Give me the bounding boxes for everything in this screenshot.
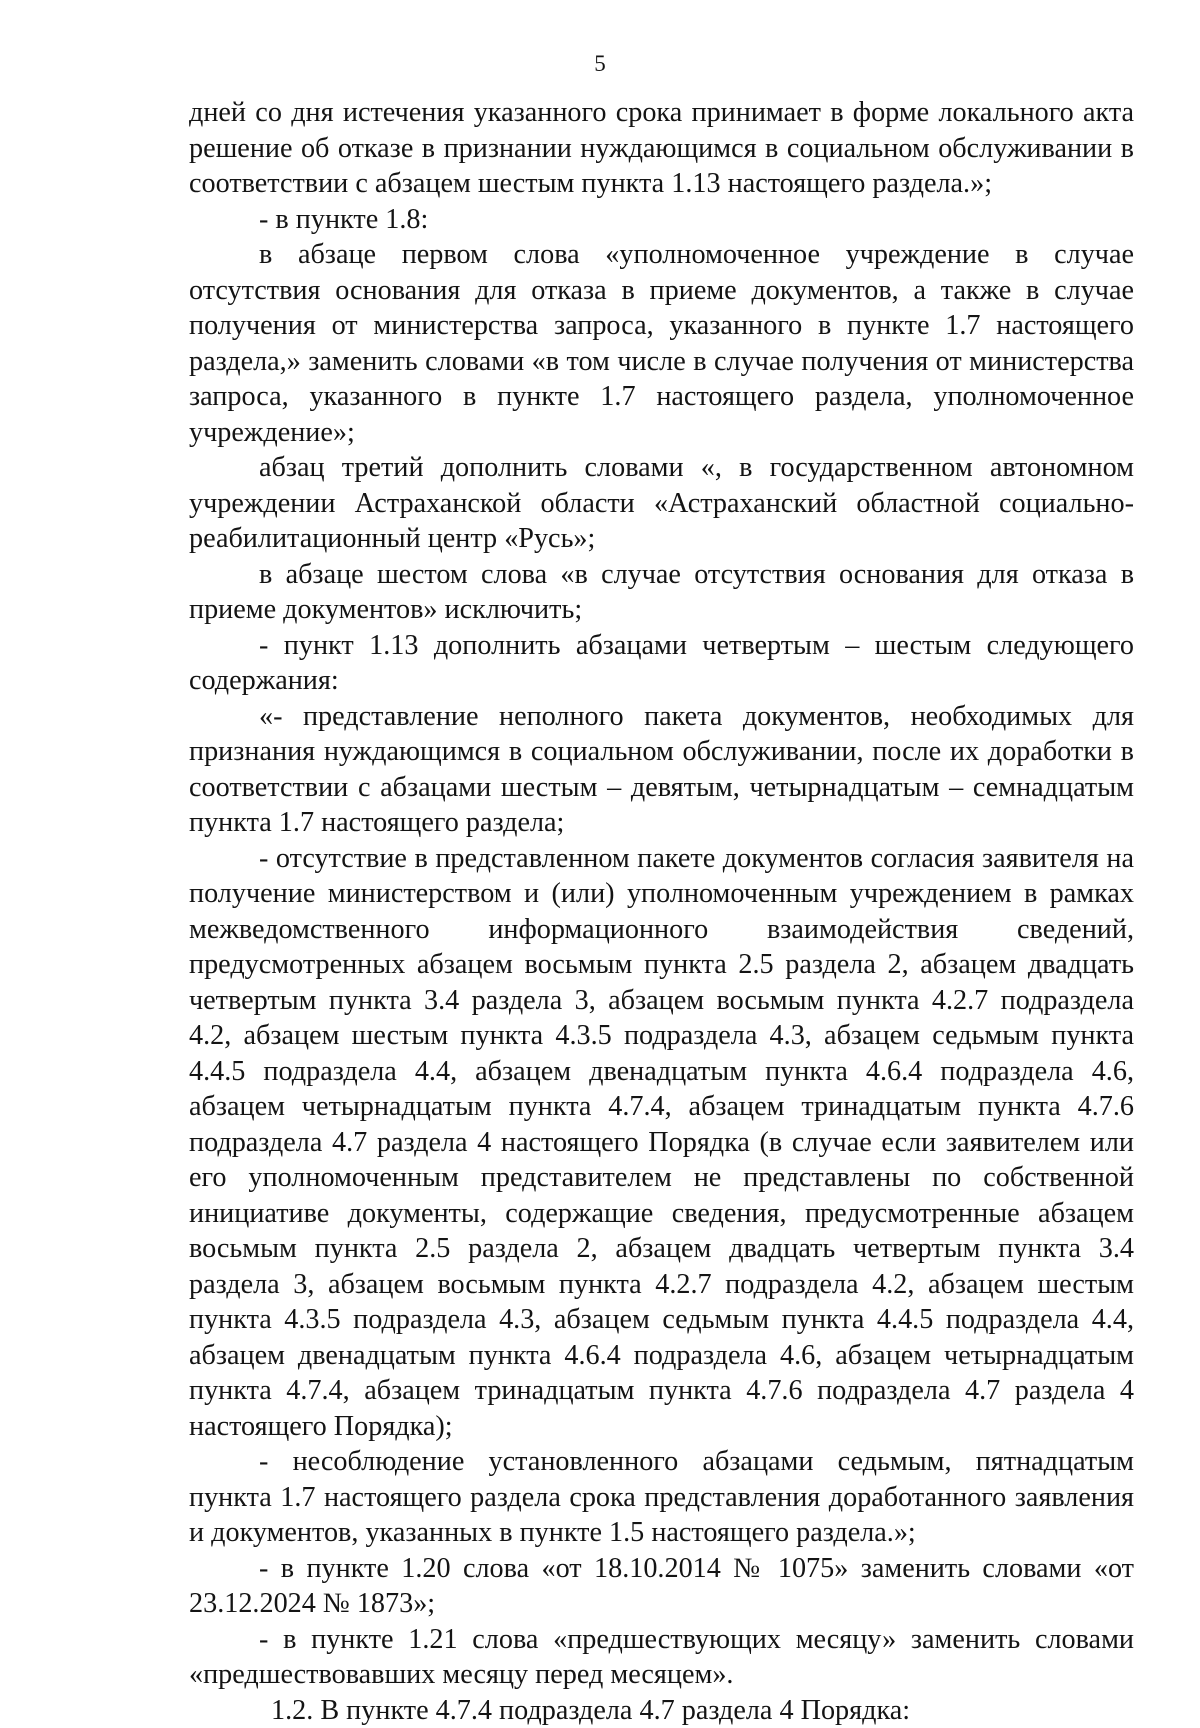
page-number: 5 bbox=[0, 50, 1200, 78]
document-body bbox=[189, 95, 1134, 1728]
paragraph-4: абзац третий дополнить словами «, в государственном автономном учреждении Астраханской области «Астраханский областной социально-реабилитационный центр «Русь»; bbox=[189, 450, 1134, 557]
paragraph-2: - в пункте 1.8: bbox=[189, 202, 1134, 238]
paragraph-1: дней со дня истечения указанного срока принимает в форме локального акта решение об отказе в признании нуждающимся в социальном обслуживании в соответствии с абзацем шестым пункта 1.13 настоящего раздела.»; bbox=[189, 95, 1134, 202]
paragraph-9: - несоблюдение установленного абзацами седьмым, пятнадцатым пункта 1.7 настоящего раздела срока представления доработанного заявления и документов, указанных в пункте 1.5 настоящего раздела.»; bbox=[189, 1444, 1134, 1551]
paragraph-5: в абзаце шестом слова «в случае отсутствия основания для отказа в приеме документов» исключить; bbox=[189, 557, 1134, 628]
paragraph-12: 1.2. В пункте 4.7.4 подраздела 4.7 раздела 4 Порядка: bbox=[189, 1693, 1134, 1728]
paragraph-11: - в пункте 1.21 слова «предшествующих месяцу» заменить словами «предшествовавших месяцу перед месяцем». bbox=[189, 1622, 1134, 1693]
paragraph-6: - пункт 1.13 дополнить абзацами четвертым – шестым следующего содержания: bbox=[189, 628, 1134, 699]
paragraph-10: - в пункте 1.20 слова «от 18.10.2014 № 1075» заменить словами «от 23.12.2024 № 1873»; bbox=[189, 1551, 1134, 1622]
paragraph-8: - отсутствие в представленном пакете документов согласия заявителя на получение министерством и (или) уполномоченным учреждением в рамках межведомственного информационного взаимодействия сведений, предусмотренных абзацем восьмым пункта 2.5 раздела 2, абзацем двадцать четвертым пункта 3.4 раздела 3, абзацем восьмым пункта 4.2.7 подраздела 4.2, абзацем шестым пункта 4.3.5 подраздела 4.3, абзацем седьмым пункта 4.4.5 подраздела 4.4, абзацем двенадцатым пункта 4.6.4 подраздела 4.6, абзацем четырнадцатым пункта 4.7.4, абзацем тринадцатым пункта 4.7.6 подраздела 4.7 раздела 4 настоящего Порядка (в случае если заявителем или его уполномоченным представителем не представлены по собственной инициативе документы, содержащие сведения, предусмотренные абзацем восьмым пункта 2.5 раздела 2, абзацем двадцать четвертым пункта 3.4 раздела 3, абзацем восьмым пункта 4.2.7 подраздела 4.2, абзацем шестым пункта 4.3.5 подраздела 4.3, абзацем седьмым пункта 4.4.5 подраздела 4.4, абзацем двенадцатым пункта 4.6.4 подраздела 4.6, абзацем четырнадцатым пункта 4.7.4, абзацем тринадцатым пункта 4.7.6 подраздела 4.7 раздела 4 настоящего Порядка); bbox=[189, 841, 1134, 1445]
paragraph-3: в абзаце первом слова «уполномоченное учреждение в случае отсутствия основания для отказа в приеме документов, а также в случае получения от министерства запроса, указанного в пункте 1.7 настоящего раздела,» заменить словами «в том числе в случае получения от министерства запроса, указанного в пункте 1.7 настоящего раздела, уполномоченное учреждение»; bbox=[189, 237, 1134, 450]
paragraph-7: «- представление неполного пакета документов, необходимых для признания нуждающимся в социальном обслуживании, после их доработки в соответствии с абзацами шестым – девятым, четырнадцатым – семнадцатым пункта 1.7 настоящего раздела; bbox=[189, 699, 1134, 841]
